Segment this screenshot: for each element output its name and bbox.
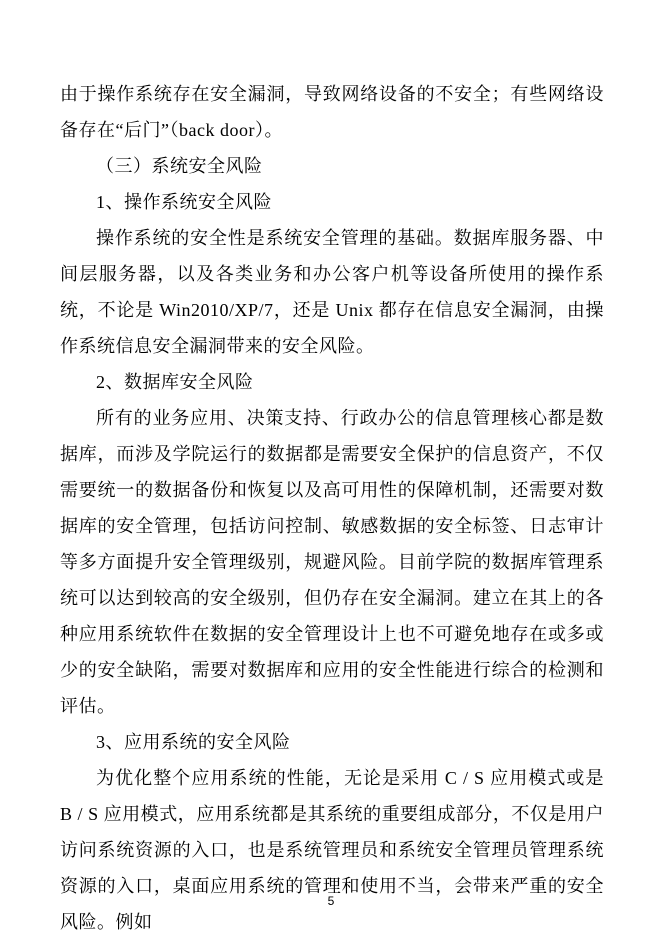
paragraph: 3、应用系统的安全风险 (96, 732, 291, 752)
paragraph: 由于操作系统存在安全漏洞，导致网络设备的不安全；有些网络设备存在“后门”（back door）。 (60, 84, 604, 140)
paragraph: 2、数据库安全风险 (96, 372, 254, 392)
paragraph: 1、操作系统安全风险 (96, 192, 272, 212)
paragraph: 为优化整个应用系统的性能，无论是采用 C / S 应用模式或是 B / S 应用模式，应用系统都是其系统的重要组成部分，不仅是用户访问系统资源的入口，也是系统管理员和系统安全管理员管理系统资源的入口，桌面应用系统的管理和使用不当，会带来严重的安全风险。例如 (60, 768, 604, 932)
document-body (60, 76, 604, 936)
paragraph: 操作系统的安全性是系统安全管理的基础。数据库服务器、中间层服务器，以及各类业务和办公客户机等设备所使用的操作系统，不论是 Win2010/XP/7，还是 Unix 都存在信息安全漏洞，由操作系统信息安全漏洞带来的安全风险。 (60, 228, 604, 356)
page-number: 5 (327, 894, 335, 908)
paragraph: （三）系统安全风险 (96, 156, 263, 176)
paragraph: 所有的业务应用、决策支持、行政办公的信息管理核心都是数据库，而涉及学院运行的数据都是需要安全保护的信息资产，不仅需要统一的数据备份和恢复以及高可用性的保障机制，还需要对数据库的安全管理，包括访问控制、敏感数据的安全标签、日志审计等多方面提升安全管理级别，规避风险。目前学院的数据库管理系统可以达到较高的安全级别，但仍存在安全漏洞。建立在其上的各种应用系统软件在数据的安全管理设计上也不可避免地存在或多或少的安全缺陷，需要对数据库和应用的安全性能进行综合的检测和评估。 (60, 408, 604, 716)
